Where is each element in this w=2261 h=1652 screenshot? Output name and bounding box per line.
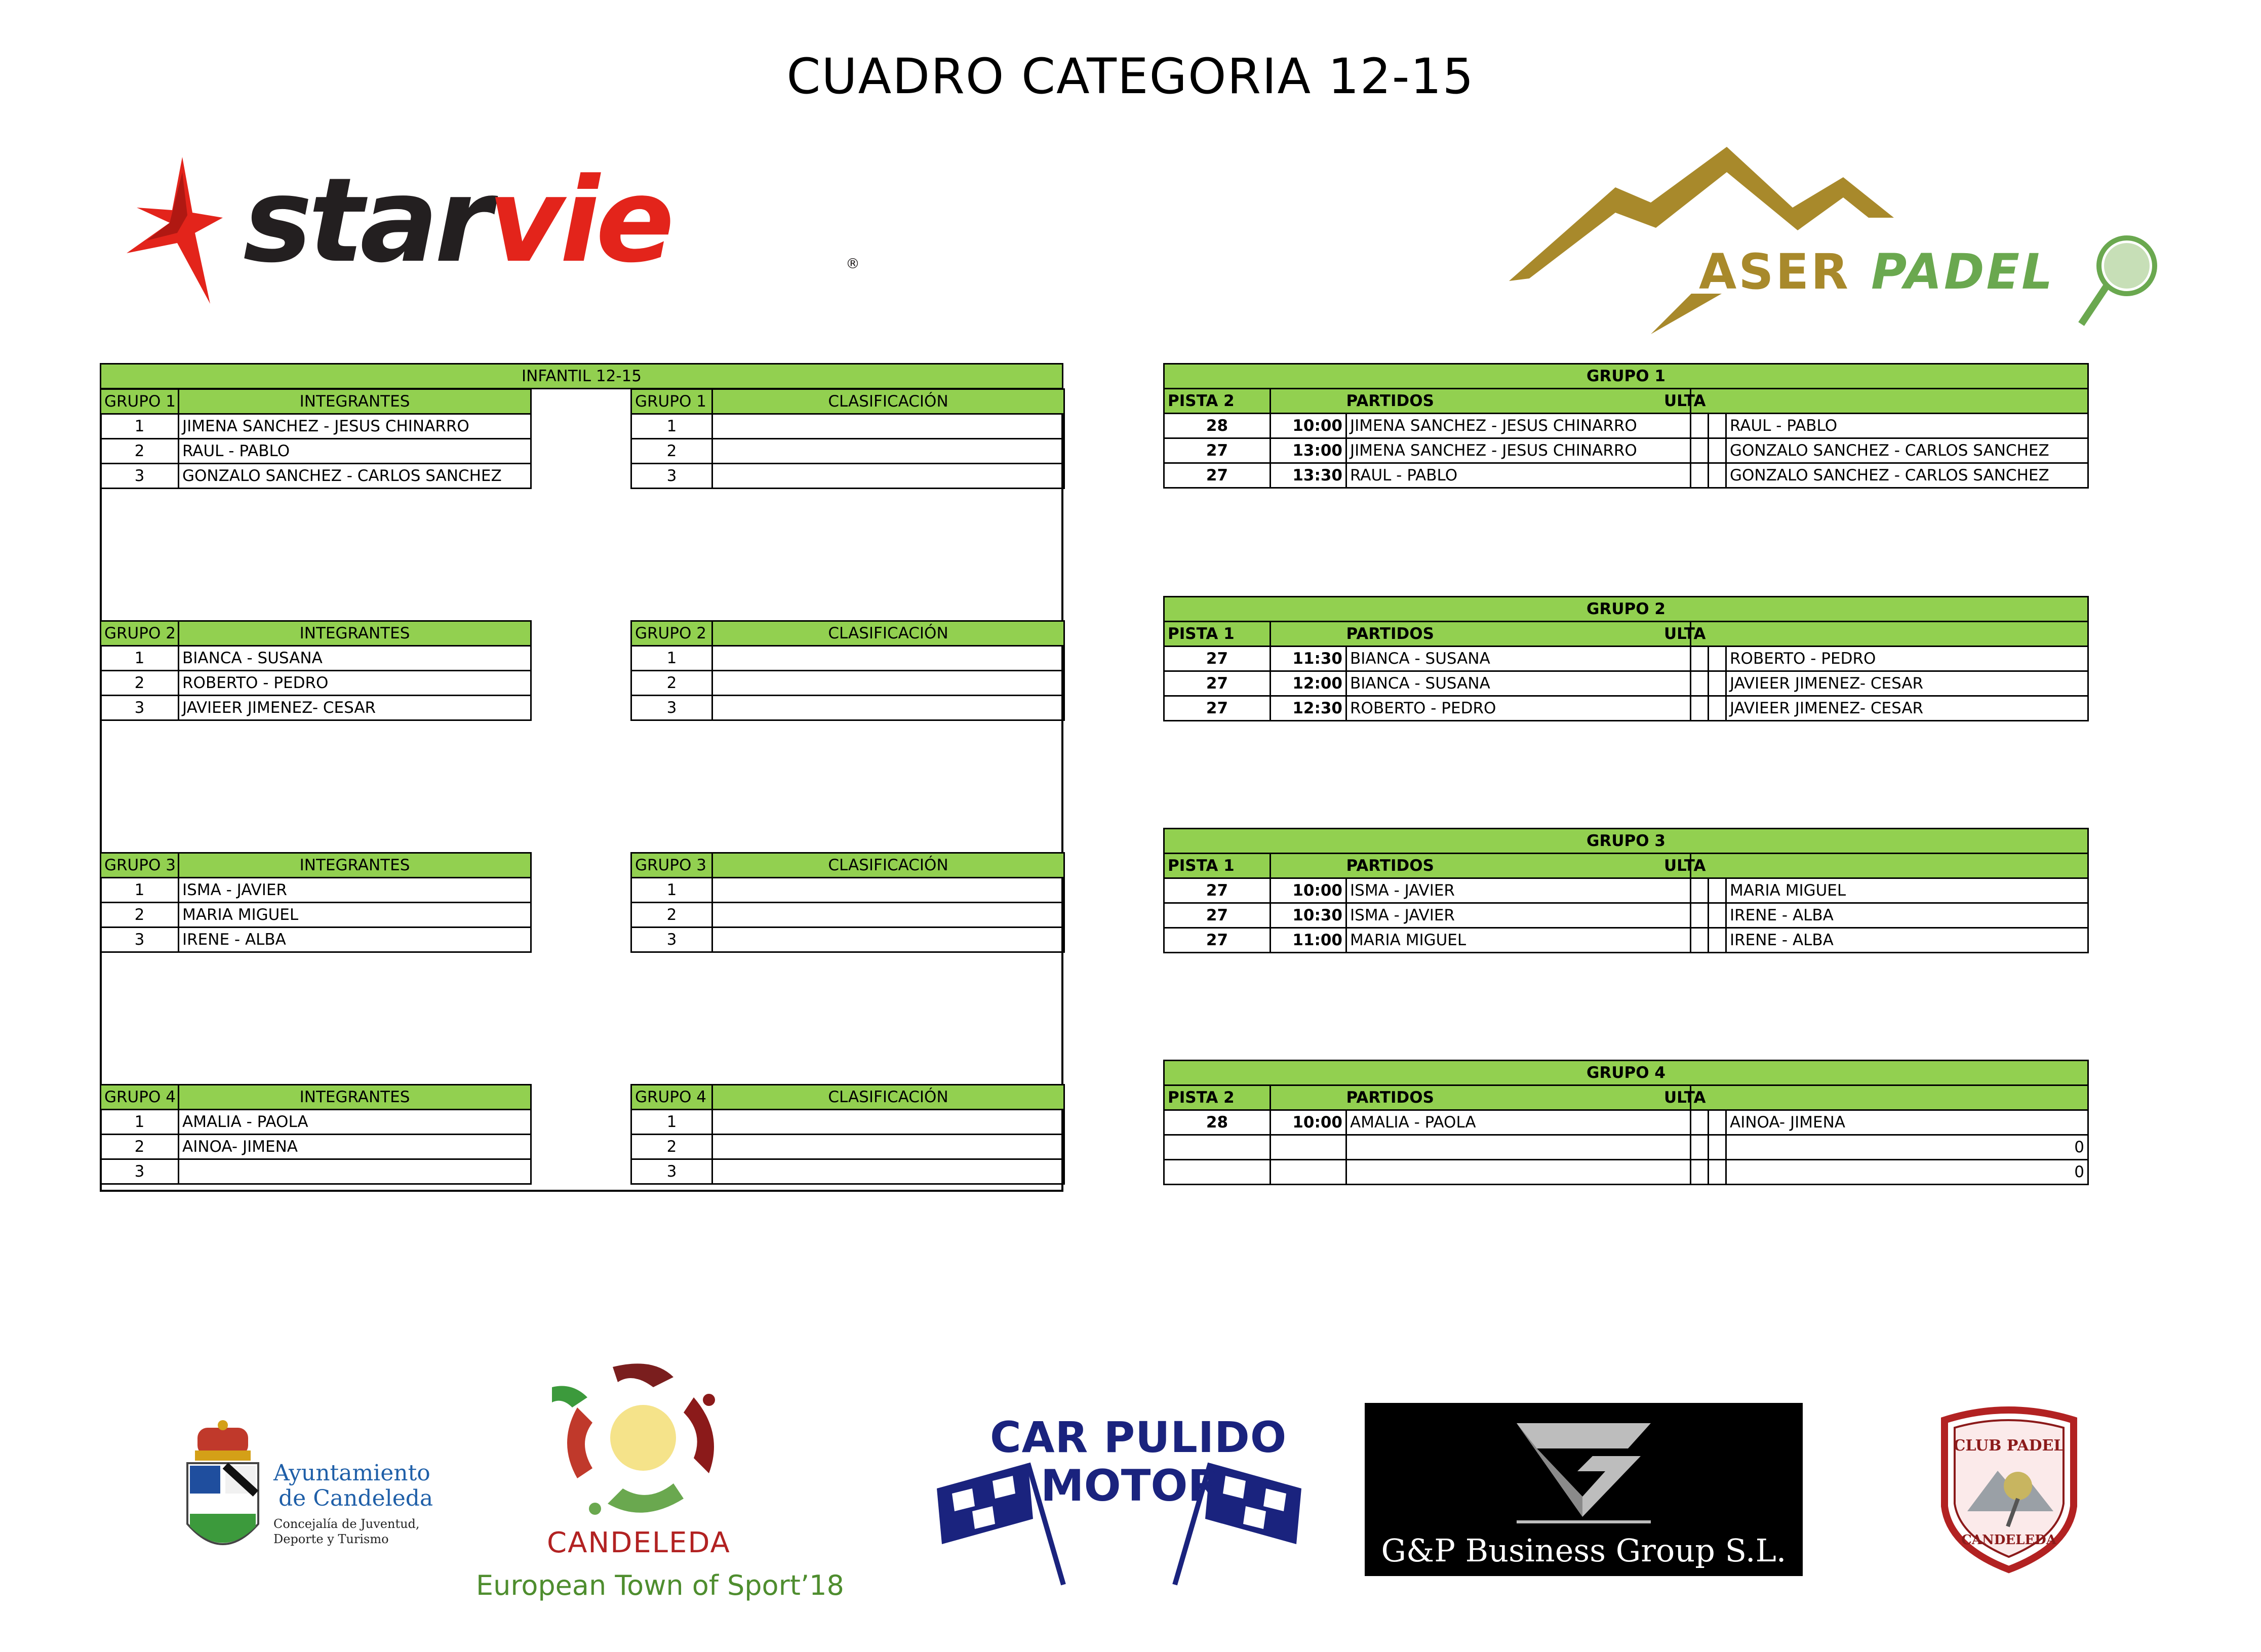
match-time: 13:00 xyxy=(1271,438,1346,463)
table-row xyxy=(1164,647,2088,671)
clasificacion-cell[interactable] xyxy=(712,928,1064,952)
club-padel-candeleda-logo xyxy=(1937,1405,2081,1572)
group-clasificacion-table xyxy=(630,388,1065,489)
team-cell: ISMA - JAVIER xyxy=(179,878,531,903)
clasificacion-cell[interactable] xyxy=(712,1159,1064,1184)
score-cell[interactable] xyxy=(1691,1110,1709,1135)
row-number: 2 xyxy=(101,903,179,928)
ayuntamiento-line3: Concejalía de Juventud, xyxy=(273,1517,420,1531)
table-row xyxy=(1164,671,2088,696)
partidos-header: PARTIDOS xyxy=(1346,389,1691,414)
row-number: 1 xyxy=(101,646,179,671)
candeleda-tagline: European Town of Sport’18 xyxy=(476,1569,844,1601)
clasificacion-cell[interactable] xyxy=(712,439,1064,464)
partidos-header: PARTIDOS xyxy=(1346,854,1691,878)
row-number: 3 xyxy=(101,464,179,489)
partidos-header: PARTIDOS xyxy=(1346,622,1691,647)
table-row xyxy=(101,928,531,952)
score-cell[interactable] xyxy=(1709,903,1726,928)
team-b-cell: GONZALO SANCHEZ - CARLOS SANCHEZ xyxy=(1726,463,2088,488)
row-number: 2 xyxy=(101,439,179,464)
ulta-header: ULTA xyxy=(1691,389,2088,414)
table-row xyxy=(101,414,531,439)
match-day: 27 xyxy=(1164,696,1271,721)
clasificacion-header: CLASIFICACIÓN xyxy=(712,853,1064,878)
match-time: 10:00 xyxy=(1271,878,1346,903)
match-time xyxy=(1271,1135,1346,1160)
table-row xyxy=(101,1110,531,1135)
match-day xyxy=(1164,1160,1271,1185)
infantil-header-label: INFANTIL 12-15 xyxy=(101,364,1063,389)
row-number: 1 xyxy=(631,646,712,671)
clasificacion-cell[interactable] xyxy=(712,903,1064,928)
table-row xyxy=(631,928,1064,952)
team-cell: BIANCA - SUSANA xyxy=(179,646,531,671)
table-row xyxy=(101,903,531,928)
table-row xyxy=(1164,696,2088,721)
team-cell: GONZALO SANCHEZ - CARLOS SANCHEZ xyxy=(179,464,531,489)
blank-header xyxy=(1271,389,1346,414)
coat-of-arms-icon xyxy=(187,1463,258,1544)
match-day: 28 xyxy=(1164,1110,1271,1135)
clasificacion-cell[interactable] xyxy=(712,646,1064,671)
crown-icon xyxy=(195,1420,251,1461)
pista-header: PISTA 2 xyxy=(1164,1085,1271,1110)
group-integrantes-table xyxy=(100,388,532,489)
match-time: 13:30 xyxy=(1271,463,1346,488)
score-cell[interactable] xyxy=(1709,696,1726,721)
score-cell[interactable] xyxy=(1709,1110,1726,1135)
group-integrantes-table xyxy=(100,852,532,953)
clas-group-label: GRUPO 2 xyxy=(631,621,712,646)
score-cell[interactable] xyxy=(1709,1160,1726,1185)
match-time xyxy=(1271,1160,1346,1185)
table-row xyxy=(1164,463,2088,488)
team-b-cell: RAUL - PABLO xyxy=(1726,414,2088,438)
aserpadel-logo xyxy=(1499,142,2177,334)
team-a-cell: JIMENA SANCHEZ - JESUS CHINARRO xyxy=(1346,438,1691,463)
match-time: 12:00 xyxy=(1271,671,1346,696)
match-day: 27 xyxy=(1164,438,1271,463)
score-cell[interactable] xyxy=(1691,878,1709,903)
ayuntamiento-line2: de Candeleda xyxy=(279,1485,433,1511)
team-a-cell xyxy=(1346,1135,1691,1160)
score-cell[interactable] xyxy=(1709,463,1726,488)
car-pulido-text: CAR PULIDO xyxy=(990,1413,1287,1462)
score-cell[interactable] xyxy=(1691,696,1709,721)
aser-text: ASER xyxy=(1699,244,1850,300)
group-clasificacion-table xyxy=(630,620,1065,721)
gp-g-icon xyxy=(1517,1423,1651,1517)
match-day: 27 xyxy=(1164,878,1271,903)
table-row xyxy=(631,464,1064,489)
table-row xyxy=(631,439,1064,464)
score-cell[interactable] xyxy=(1691,671,1709,696)
team-cell: RAUL - PABLO xyxy=(179,439,531,464)
row-number: 3 xyxy=(101,928,179,952)
starvie-logo xyxy=(116,152,876,314)
candeleda-name: CANDELEDA xyxy=(547,1526,731,1559)
clas-group-label: GRUPO 1 xyxy=(631,389,712,414)
match-day: 27 xyxy=(1164,671,1271,696)
table-row xyxy=(631,903,1064,928)
pista-header: PISTA 1 xyxy=(1164,622,1271,647)
table-row xyxy=(1164,438,2088,463)
match-time: 10:00 xyxy=(1271,1110,1346,1135)
integrantes-header: INTEGRANTES xyxy=(179,853,531,878)
team-cell xyxy=(179,1159,531,1184)
team-b-cell: AINOA- JIMENA xyxy=(1726,1110,2088,1135)
row-number: 2 xyxy=(631,903,712,928)
score-cell[interactable] xyxy=(1709,647,1726,671)
score-cell[interactable] xyxy=(1691,463,1709,488)
team-b-cell: GONZALO SANCHEZ - CARLOS SANCHEZ xyxy=(1726,438,2088,463)
car-pulido-motor-logo xyxy=(932,1413,1306,1595)
table-row xyxy=(101,439,531,464)
ulta-header: ULTA xyxy=(1691,854,2088,878)
team-b-cell: 0 xyxy=(1726,1160,2088,1185)
match-day: 28 xyxy=(1164,414,1271,438)
score-cell[interactable] xyxy=(1709,414,1726,438)
integrantes-header: INTEGRANTES xyxy=(179,621,531,646)
row-number: 1 xyxy=(101,414,179,439)
team-b-cell: ROBERTO - PEDRO xyxy=(1726,647,2088,671)
match-day xyxy=(1164,1135,1271,1160)
group-clasificacion-table xyxy=(630,1084,1065,1185)
table-row xyxy=(1164,1110,2088,1135)
row-number: 2 xyxy=(101,1135,179,1159)
group-label: GRUPO 4 xyxy=(101,1085,179,1110)
clas-group-label: GRUPO 4 xyxy=(631,1085,712,1110)
match-time: 10:00 xyxy=(1271,414,1346,438)
team-a-cell: BIANCA - SUSANA xyxy=(1346,647,1691,671)
blank-header xyxy=(1271,854,1346,878)
team-b-cell: MARIA MIGUEL xyxy=(1726,878,2088,903)
pista-header: PISTA 1 xyxy=(1164,854,1271,878)
star-icon xyxy=(127,157,223,304)
score-cell[interactable] xyxy=(1691,1135,1709,1160)
team-b-cell: IRENE - ALBA xyxy=(1726,928,2088,953)
group-label: GRUPO 1 xyxy=(101,389,179,414)
match-day: 27 xyxy=(1164,463,1271,488)
integrantes-header: INTEGRANTES xyxy=(179,389,531,414)
table-row xyxy=(631,696,1064,720)
row-number: 1 xyxy=(101,878,179,903)
team-cell: JAVIEER JIMENEZ- CESAR xyxy=(179,696,531,720)
score-cell[interactable] xyxy=(1691,903,1709,928)
table-row xyxy=(1164,903,2088,928)
match-day: 27 xyxy=(1164,903,1271,928)
table-row xyxy=(631,671,1064,696)
group-title: GRUPO 4 xyxy=(1164,1061,2088,1085)
gp-business-logo xyxy=(1365,1403,1803,1576)
group-clasificacion-table xyxy=(630,852,1065,953)
page-title: CUADRO CATEGORIA 12-15 xyxy=(786,48,1475,105)
table-row xyxy=(101,878,531,903)
team-a-cell: MARIA MIGUEL xyxy=(1346,928,1691,953)
padel-racket-icon xyxy=(2081,238,2155,324)
group-label: GRUPO 2 xyxy=(101,621,179,646)
table-row xyxy=(631,878,1064,903)
team-cell: AINOA- JIMENA xyxy=(179,1135,531,1159)
group-title: GRUPO 1 xyxy=(1164,364,2088,389)
score-cell[interactable] xyxy=(1709,1135,1726,1160)
team-a-cell: ROBERTO - PEDRO xyxy=(1346,696,1691,721)
team-a-cell: AMALIA - PAOLA xyxy=(1346,1110,1691,1135)
clasificacion-cell[interactable] xyxy=(712,414,1064,439)
score-cell[interactable] xyxy=(1709,878,1726,903)
match-time: 10:30 xyxy=(1271,903,1346,928)
clasificacion-cell[interactable] xyxy=(712,464,1064,489)
candeleda-logo xyxy=(471,1357,844,1610)
ayuntamiento-logo xyxy=(177,1413,441,1564)
clasificacion-cell[interactable] xyxy=(712,671,1064,696)
table-row xyxy=(1164,414,2088,438)
group-integrantes-table xyxy=(100,1084,532,1185)
table-row xyxy=(631,646,1064,671)
score-cell[interactable] xyxy=(1709,671,1726,696)
ayuntamiento-line4: Deporte y Turismo xyxy=(273,1532,389,1546)
row-number: 1 xyxy=(631,414,712,439)
team-cell: AMALIA - PAOLA xyxy=(179,1110,531,1135)
row-number: 2 xyxy=(631,439,712,464)
table-row xyxy=(1164,1135,2088,1160)
gp-business-text: G&P Business Group S.L. xyxy=(1381,1532,1787,1569)
row-number: 3 xyxy=(631,1159,712,1184)
padel-text: PADEL xyxy=(1871,244,2055,300)
table-row xyxy=(631,414,1064,439)
clasificacion-cell[interactable] xyxy=(712,1110,1064,1135)
motor-text: MOTOR xyxy=(1041,1461,1221,1511)
group-label: GRUPO 3 xyxy=(101,853,179,878)
table-row xyxy=(101,671,531,696)
blank-header xyxy=(1271,1085,1346,1110)
row-number: 2 xyxy=(631,1135,712,1159)
team-cell: ROBERTO - PEDRO xyxy=(179,671,531,696)
table-row xyxy=(101,646,531,671)
row-number: 2 xyxy=(101,671,179,696)
team-a-cell: JIMENA SANCHEZ - JESUS CHINARRO xyxy=(1346,414,1691,438)
ulta-header: ULTA xyxy=(1691,622,2088,647)
score-cell[interactable] xyxy=(1691,928,1709,953)
table-row xyxy=(1164,878,2088,903)
partidos-header: PARTIDOS xyxy=(1346,1085,1691,1110)
integrantes-header: INTEGRANTES xyxy=(179,1085,531,1110)
row-number: 3 xyxy=(631,696,712,720)
infantil-header xyxy=(100,363,1063,389)
row-number: 3 xyxy=(631,464,712,489)
match-time: 11:00 xyxy=(1271,928,1346,953)
group-title: GRUPO 3 xyxy=(1164,829,2088,854)
group-matches-table xyxy=(1163,828,2089,953)
clasificacion-cell[interactable] xyxy=(712,1135,1064,1159)
team-cell: IRENE - ALBA xyxy=(179,928,531,952)
group-matches-table xyxy=(1163,1060,2089,1185)
team-a-cell: ISMA - JAVIER xyxy=(1346,903,1691,928)
table-row xyxy=(1164,1160,2088,1185)
row-number: 3 xyxy=(631,928,712,952)
clasificacion-header: CLASIFICACIÓN xyxy=(712,389,1064,414)
table-row xyxy=(631,1159,1064,1184)
team-b-cell: IRENE - ALBA xyxy=(1726,903,2088,928)
row-number: 2 xyxy=(631,671,712,696)
row-number: 3 xyxy=(101,1159,179,1184)
team-cell: MARIA MIGUEL xyxy=(179,903,531,928)
pista-header: PISTA 2 xyxy=(1164,389,1271,414)
match-day: 27 xyxy=(1164,647,1271,671)
row-number: 1 xyxy=(101,1110,179,1135)
club-padel-label: CLUB PADEL xyxy=(1953,1437,2065,1455)
sport-swirl-icon xyxy=(552,1363,715,1515)
team-a-cell xyxy=(1346,1160,1691,1185)
table-row xyxy=(101,696,531,720)
group-matches-table xyxy=(1163,596,2089,721)
team-a-cell: RAUL - PABLO xyxy=(1346,463,1691,488)
group-title: GRUPO 2 xyxy=(1164,597,2088,622)
match-time: 12:30 xyxy=(1271,696,1346,721)
score-cell[interactable] xyxy=(1709,438,1726,463)
club-candeleda-label: CANDELEDA xyxy=(1961,1533,2056,1548)
team-b-cell: JAVIEER JIMENEZ- CESAR xyxy=(1726,696,2088,721)
row-number: 1 xyxy=(631,878,712,903)
score-cell[interactable] xyxy=(1691,647,1709,671)
ayuntamiento-line1: Ayuntamiento xyxy=(273,1460,430,1486)
score-cell[interactable] xyxy=(1691,414,1709,438)
starvie-wordmark: starvie xyxy=(243,153,671,289)
table-row xyxy=(101,1159,531,1184)
clasificacion-cell[interactable] xyxy=(712,696,1064,720)
clasificacion-cell[interactable] xyxy=(712,878,1064,903)
match-time: 11:30 xyxy=(1271,647,1346,671)
table-row xyxy=(631,1110,1064,1135)
team-b-cell: JAVIEER JIMENEZ- CESAR xyxy=(1726,671,2088,696)
table-row xyxy=(1164,928,2088,953)
group-matches-table xyxy=(1163,363,2089,489)
blank-header xyxy=(1271,622,1346,647)
table-row xyxy=(101,1135,531,1159)
ulta-header: ULTA xyxy=(1691,1085,2088,1110)
clasificacion-header: CLASIFICACIÓN xyxy=(712,1085,1064,1110)
team-b-cell: 0 xyxy=(1726,1135,2088,1160)
row-number: 1 xyxy=(631,1110,712,1135)
score-cell[interactable] xyxy=(1709,928,1726,953)
table-row xyxy=(631,1135,1064,1159)
score-cell[interactable] xyxy=(1691,1160,1709,1185)
team-a-cell: ISMA - JAVIER xyxy=(1346,878,1691,903)
clasificacion-header: CLASIFICACIÓN xyxy=(712,621,1064,646)
team-a-cell: BIANCA - SUSANA xyxy=(1346,671,1691,696)
score-cell[interactable] xyxy=(1691,438,1709,463)
frame-gap xyxy=(532,390,631,465)
match-day: 27 xyxy=(1164,928,1271,953)
group-integrantes-table xyxy=(100,620,532,721)
clas-group-label: GRUPO 3 xyxy=(631,853,712,878)
row-number: 3 xyxy=(101,696,179,720)
svg-text:®: ® xyxy=(846,255,860,272)
table-row xyxy=(101,464,531,489)
team-cell: JIMENA SANCHEZ - JESUS CHINARRO xyxy=(179,414,531,439)
